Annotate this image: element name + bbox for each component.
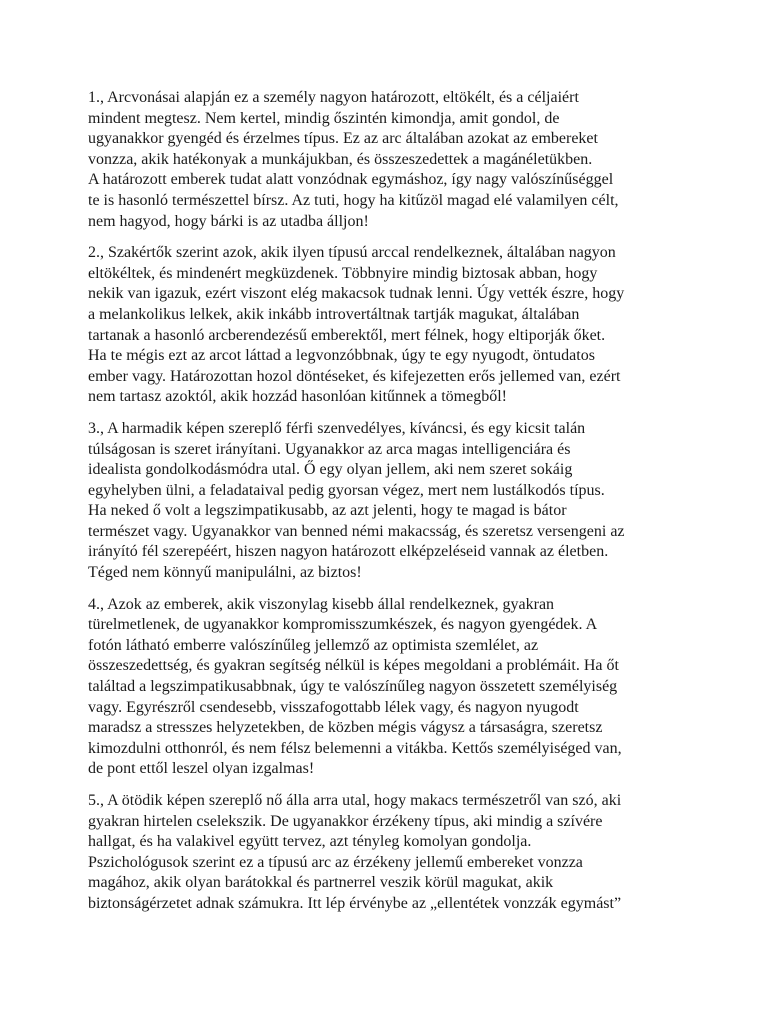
paragraph-2 <box>88 243 688 408</box>
paragraph-1 <box>88 88 688 232</box>
paragraph-line: ember vagy. Határozottan hozol döntéseket, és kifejezetten erős jellemed van, ezért <box>88 367 621 385</box>
paragraph-line: nem hagyod, hogy bárki is az utadba álljon! <box>88 212 369 230</box>
paragraph-line: mindent megtesz. Nem kertel, mindig őszintén kimondja, amit gondol, de <box>88 109 560 127</box>
paragraph-line: egyhelyben ülni, a feladataival pedig gyorsan végez, mert nem lustálkodós típus. <box>88 481 605 499</box>
paragraph-line: vonzza, akik hatékonyak a munkájukban, és összeszedettek a magánéletükben. <box>88 150 593 168</box>
paragraph-line: ugyanakkor gyengéd és érzelmes típus. Ez az arc általában azokat az embereket <box>88 130 598 148</box>
paragraph-line: összeszedettség, és gyakran segítség nélkül is képes megoldani a problémáit. Ha őt <box>88 657 619 675</box>
paragraph-line: 4., Azok az emberek, akik viszonylag kisebb állal rendelkeznek, gyakran <box>88 595 555 613</box>
paragraph-line: nekik van igazuk, ezért viszont elég makacsok tudnak lenni. Úgy vették észre, hogy <box>88 285 625 303</box>
paragraph-line: idealista gondolkodásmódra utal. Ő egy olyan jellem, aki nem szeret sokáig <box>88 461 573 479</box>
paragraph-line: találtad a legszimpatikusabbnak, úgy te valószínűleg nagyon összetett személyiség <box>88 678 618 696</box>
paragraph-line: a melankolikus lelkek, akik inkább introvertáltnak tartják magukat, általában <box>88 305 580 323</box>
paragraph-line: hallgat, és ha valakivel együtt tervez, azt tényleg komolyan gondolja. <box>88 833 532 851</box>
paragraph-line: túlságosan is szeret irányítani. Ugyanakkor az arca magas intelligenciára és <box>88 440 571 458</box>
paragraph-line: 1., Arcvonásai alapján ez a személy nagyon határozott, eltökélt, és a céljaiért <box>88 89 579 106</box>
paragraph-line: vagy. Egyrészről csendesebb, visszafogottabb lélek vagy, és nagyon nyugodt <box>88 698 579 716</box>
paragraph-line: maradsz a stresszes helyzetekben, de közben mégis vágysz a társaságra, szeretsz <box>88 719 603 737</box>
paragraph-line: természet vagy. Ugyanakkor van benned némi makacsság, és szeretsz versengeni az <box>88 522 625 540</box>
paragraph-4 <box>88 595 688 780</box>
paragraph-line: magához, akik olyan barátokkal és partnerrel veszik körül magukat, akik <box>88 874 554 892</box>
paragraph-line: eltökéltek, és mindenért megküzdenek. Többnyire mindig biztosak abban, hogy <box>88 264 598 282</box>
paragraph-line: Ha neked ő volt a legszimpatikusabb, az azt jelenti, hogy te magad is bátor <box>88 502 567 520</box>
paragraph-line: nem tartasz azoktól, akik hozzád hasonlóan kitűnnek a tömegből! <box>88 388 507 406</box>
paragraph-line: biztonságérzetet adnak számukra. Itt lép érvénybe az „ellentétek vonzzák egymást” <box>88 894 622 912</box>
paragraph-line: türelmetlenek, de ugyanakkor kompromisszumkészek, és nagyon gyengédek. A <box>88 616 598 634</box>
paragraph-line: Pszichológusok szerint ez a típusú arc az érzékeny jellemű embereket vonzza <box>88 853 583 871</box>
paragraph-line: de pont ettől leszel olyan izgalmas! <box>88 760 315 778</box>
paragraph-line: tartanak a hasonló arcberendezésű emberektől, mert félnek, hogy eltiporják őket. <box>88 326 606 344</box>
paragraph-line: 2., Szakértők szerint azok, akik ilyen típusú arccal rendelkeznek, általában nagyon <box>88 244 616 262</box>
paragraph-3 <box>88 419 688 584</box>
paragraph-line: 5., A ötödik képen szereplő nő álla arra utal, hogy makacs természetről van szó, aki <box>88 792 622 809</box>
paragraph-5 <box>88 791 688 915</box>
paragraph-line: kimozdulni otthonról, és nem félsz belemenni a vitákba. Kettős személyiséged van, <box>88 739 622 757</box>
paragraph-line: Ha te mégis ezt az arcot láttad a legvonzóbbnak, úgy te egy nyugodt, öntudatos <box>88 347 595 365</box>
paragraph-line: Téged nem könnyű manipulálni, az biztos! <box>88 564 362 582</box>
paragraph-line: te is hasonló természettel bírsz. Az tuti, hogy ha kitűzöl magad elé valamilyen célt, <box>88 191 619 209</box>
paragraph-line: irányító fél szerepéért, hiszen nagyon határozott elképzeléseid vannak az életben. <box>88 543 609 561</box>
paragraph-line: 3., A harmadik képen szereplő férfi szenvedélyes, kíváncsi, és egy kicsit talán <box>88 419 586 437</box>
paragraph-line: A határozott emberek tudat alatt vonzódnak egymáshoz, így nagy valószínűséggel <box>88 171 614 189</box>
document-body <box>88 88 688 926</box>
paragraph-line: fotón látható emberre valószínűleg jellemző az optimista szemlélet, az <box>88 636 539 654</box>
paragraph-line: gyakran hirtelen cselekszik. De ugyanakkor érzékeny típus, aki mindig a szívére <box>88 812 603 830</box>
